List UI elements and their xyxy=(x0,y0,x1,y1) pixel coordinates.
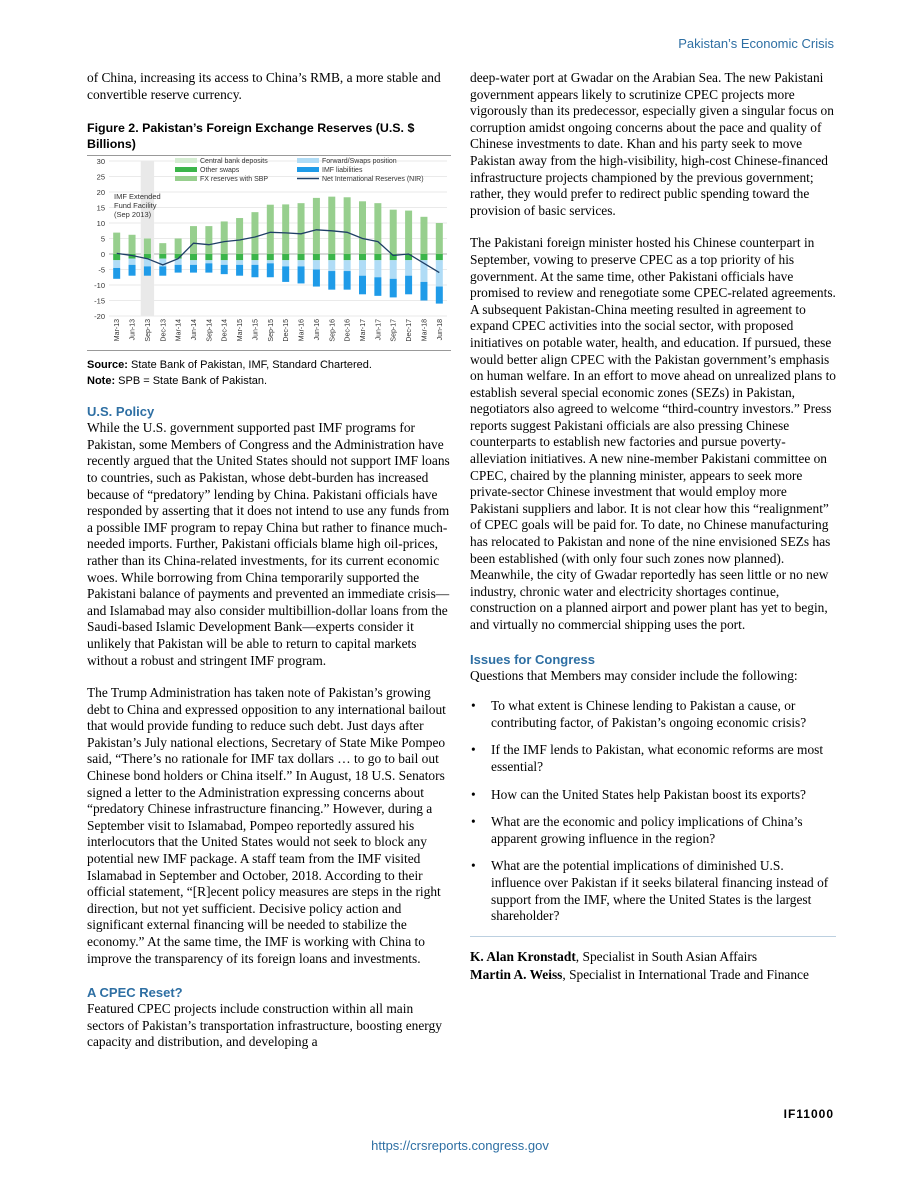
right-paragraph-1: deep-water port at Gwadar on the Arabian Sea. The new Pakistani government appears likely to scrutinize CPEC projects more vigorously than its predecessor, especially given a singular focus on corruption amidst ongoing concerns about the pace and quality of Chinese investments to date. Khan and his party seek to move Pakistan away from the high-visibility, high-cost Chinese-financed infrastructure projects championed by the previous government; rather, they would prefer to redirect public spending toward the provision of basic services. xyxy=(470,70,834,218)
bar-forward-swaps-position xyxy=(282,260,289,266)
source-text: State Bank of Pakistan, IMF, Standard Chartered. xyxy=(131,359,372,372)
bar-forward-swaps-position xyxy=(313,260,320,269)
note-text: SPB = State Bank of Pakistan. xyxy=(118,375,268,388)
x-tick-label: Sep-17 xyxy=(390,319,398,342)
figure-title: Figure 2. Pakistan’s Foreign Exchange Reserves (U.S. $ Billions) xyxy=(87,121,415,151)
bar-fx-reserves-with-sbp xyxy=(190,226,197,254)
bar-other-swaps xyxy=(267,254,274,260)
bar-fx-reserves-with-sbp xyxy=(205,226,212,254)
bar-imf-liabilities xyxy=(344,271,351,290)
bar-fx-reserves-with-sbp xyxy=(420,217,427,254)
bar-imf-liabilities xyxy=(420,282,427,301)
bar-imf-liabilities xyxy=(159,267,166,276)
issues-heading: Issues for Congress xyxy=(470,651,595,667)
question-item: • If the IMF lends to Pakistan, what economic reforms are most essential? xyxy=(470,742,836,775)
us-policy-paragraph-2: The Trump Administration has taken note of Pakistan’s growing debt to China and expressed opposition to any international bailout that would provide funding to reduce such debt. Just days after Pakistan’s July national elections, Secretary of State Mike Pompeo said, “There’s no rationale for IMF tax dollars … to go to bail out Chinese bond holders or China itself.” In August, 18 U.S. Senators signed a letter to the Administration expressing concerns about “predatory Chinese infrastructure financing.” However, during a September visit to Islamabad, Pompeo reportedly assured his interlocutors that the United States would not seek to block any potential new IMF package. A staff team from the IMF visited Islamabad in September and October, 2018. According to their official statement, “[R]ecent policy measures are steps in the right direction, but not yet sufficient. Decisive policy action and significant external financing will be needed to stabilize the economy.” At the same time, the IMF is working with China to improve the transparency of its foreign loans and investments. xyxy=(87,685,446,966)
bar-forward-swaps-position xyxy=(374,260,381,277)
question-item: • What are the potential implications of diminished U.S. influence over Pakistan if it seeks bilateral financing instead of support from the IMF, where the United States is the largest shareholder? xyxy=(470,858,836,924)
bar-forward-swaps-position xyxy=(267,260,274,263)
bar-forward-swaps-position xyxy=(236,260,243,265)
x-tick-label: Jun-17 xyxy=(375,319,383,341)
y-tick-label: -10 xyxy=(94,281,105,291)
bar-fx-reserves-with-sbp xyxy=(390,210,397,254)
author-2-name: Martin A. Weiss xyxy=(470,967,563,983)
legend-swatch xyxy=(175,167,197,172)
legend-swatch xyxy=(175,176,197,181)
bar-other-swaps xyxy=(205,254,212,260)
bar-imf-liabilities xyxy=(205,263,212,272)
bar-forward-swaps-position xyxy=(436,260,443,286)
y-tick-label: 0 xyxy=(100,250,105,260)
author-1 xyxy=(470,949,836,966)
bar-fx-reserves-with-sbp xyxy=(159,243,166,254)
x-tick-label: Mar-17 xyxy=(360,319,367,342)
reserves-chart-svg xyxy=(87,156,451,352)
author-1-name: K. Alan Kronstadt xyxy=(470,948,576,964)
bar-other-swaps xyxy=(221,254,228,260)
question-item: • What are the economic and policy implications of China’s apparent growing influence in the region? xyxy=(470,814,836,847)
bar-other-swaps xyxy=(251,254,258,260)
bar-forward-swaps-position xyxy=(129,259,136,265)
bar-fx-reserves-with-sbp xyxy=(251,212,258,254)
bar-fx-reserves-with-sbp xyxy=(328,197,335,254)
legend-swatch xyxy=(297,167,319,172)
bar-forward-swaps-position xyxy=(190,260,197,265)
bar-fx-reserves-with-sbp xyxy=(359,201,366,254)
x-tick-label: Mar-13 xyxy=(114,319,122,342)
bar-fx-reserves-with-sbp xyxy=(313,198,320,254)
bar-fx-reserves-with-sbp xyxy=(405,211,412,254)
x-tick-label: Jun-13 xyxy=(129,319,137,341)
y-tick-label: 5 xyxy=(100,234,105,244)
footer-url[interactable]: https://crsreports.congress.gov xyxy=(371,1138,549,1153)
bar-forward-swaps-position xyxy=(205,260,212,263)
bar-fx-reserves-with-sbp xyxy=(374,203,381,254)
bar-imf-liabilities xyxy=(113,268,120,279)
bar-fx-reserves-with-sbp xyxy=(236,218,243,254)
imf-annotation: IMF Extended Fund Facility (Sep 2013) xyxy=(114,192,161,220)
bar-other-swaps xyxy=(359,254,366,260)
legend-label: FX reserves with SBP xyxy=(200,176,269,184)
x-tick-label: Dec-13 xyxy=(160,319,168,342)
bar-forward-swaps-position xyxy=(359,260,366,276)
authors-block xyxy=(470,936,836,984)
bar-imf-liabilities xyxy=(175,265,182,273)
bar-imf-liabilities xyxy=(267,263,274,277)
x-tick-label: Jun-16 xyxy=(313,319,321,341)
x-tick-label: Sep-14 xyxy=(206,319,214,342)
bar-other-swaps xyxy=(236,254,243,260)
bar-fx-reserves-with-sbp xyxy=(129,235,136,254)
bar-imf-liabilities xyxy=(129,265,136,276)
legend-label: Central bank deposits xyxy=(200,158,268,166)
bar-other-swaps xyxy=(298,254,305,260)
bar-imf-liabilities xyxy=(313,270,320,287)
legend-swatch xyxy=(175,158,197,163)
x-tick-label: Jun-15 xyxy=(252,319,260,341)
bar-imf-liabilities xyxy=(221,265,228,274)
x-tick-label: Dec-17 xyxy=(406,319,414,342)
author-1-title: , Specialist in South Asian Affairs xyxy=(575,948,758,964)
us-policy-paragraph-1: While the U.S. government supported past IMF programs for Pakistan, some Members of Congress and the Administration have recently argued that the United States should not support IMF loans to countries, such as Pakistan, whose debt-burden has increased because of “predatory” lending by China. Pakistani officials have responded by asserting that it does not intend to use any funds from a possible IMF program to repay China but rather to finance much-needed imports. Further, Pakistani officials blame high oil-prices, rather than its China-related investments, for its current economic woes. While borrowing from China temporarily supported the Pakistani balance of payments and prevented an immediate crisis—and Islamabad may also consider multibillion-dollar loans from the Saudi-based Islamic Development Bank—experts consider it unlikely that Pakistan will be able to return to capital markets without a robust and stringent IMF program. xyxy=(87,420,450,668)
bar-other-swaps xyxy=(282,254,289,260)
legend-label: Forward/Swaps position xyxy=(322,158,397,166)
bar-fx-reserves-with-sbp xyxy=(221,222,228,255)
x-tick-label: Mar-18 xyxy=(421,319,429,342)
x-tick-label: Dec-14 xyxy=(221,319,229,342)
bar-forward-swaps-position xyxy=(221,260,228,265)
bar-other-swaps xyxy=(313,254,320,260)
bar-forward-swaps-position xyxy=(390,260,397,279)
x-tick-label: Dec-15 xyxy=(283,319,291,342)
y-tick-label: 30 xyxy=(96,157,105,167)
y-tick-label: -15 xyxy=(94,296,105,306)
bar-imf-liabilities xyxy=(359,276,366,295)
bar-imf-liabilities xyxy=(390,279,397,298)
bar-imf-liabilities xyxy=(405,276,412,295)
cpec-paragraph-1: Featured CPEC projects include construction within all main sectors of Pakistan’s transportation infrastructure, boosting energy capacity and distribution, and developing a xyxy=(87,1001,442,1050)
bar-imf-liabilities xyxy=(282,267,289,283)
y-tick-label: 10 xyxy=(96,219,105,229)
bar-imf-liabilities xyxy=(374,277,381,296)
bar-forward-swaps-position xyxy=(344,260,351,271)
bar-other-swaps xyxy=(344,254,351,260)
legend-label: IMF liabilities xyxy=(322,167,363,175)
right-column xyxy=(470,70,836,986)
legend-label: Other swaps xyxy=(200,167,240,175)
issues-intro: Questions that Members may consider include the following: xyxy=(470,667,798,683)
bar-forward-swaps-position xyxy=(113,260,120,268)
bar-forward-swaps-position xyxy=(251,260,258,265)
x-tick-label: Mar-15 xyxy=(237,319,245,342)
bar-other-swaps xyxy=(159,254,166,259)
x-tick-label: Sep-13 xyxy=(144,319,152,342)
intro-paragraph: of China, increasing its access to China’s RMB, a more stable and convertible reserve currency. xyxy=(87,70,441,102)
questions-list xyxy=(470,698,836,925)
bar-imf-liabilities xyxy=(144,267,151,276)
bar-other-swaps xyxy=(328,254,335,260)
figure-source xyxy=(87,357,451,389)
bar-other-swaps xyxy=(190,254,197,260)
x-tick-label: Mar-14 xyxy=(175,319,183,342)
bar-forward-swaps-position xyxy=(328,260,335,271)
x-tick-label: Jun-18 xyxy=(436,319,444,341)
y-tick-label: -5 xyxy=(98,265,105,275)
bar-imf-liabilities xyxy=(251,265,258,277)
legend-label: Net International Reserves (NIR) xyxy=(322,176,424,184)
bar-imf-liabilities xyxy=(298,267,305,284)
left-column xyxy=(87,70,451,1067)
document-id: IF11000 xyxy=(783,1107,834,1121)
bar-fx-reserves-with-sbp xyxy=(267,205,274,254)
x-tick-label: Mar-16 xyxy=(298,319,306,342)
note-label: Note: xyxy=(87,375,116,388)
bar-imf-liabilities xyxy=(436,287,443,304)
x-tick-label: Dec-16 xyxy=(344,319,352,342)
author-2 xyxy=(470,967,836,984)
bar-fx-reserves-with-sbp xyxy=(282,205,289,255)
bar-other-swaps xyxy=(374,254,381,260)
bar-imf-liabilities xyxy=(328,271,335,290)
source-label: Source: xyxy=(87,359,128,372)
us-policy-heading: U.S. Policy xyxy=(87,404,155,420)
x-tick-label: Sep-15 xyxy=(267,319,275,342)
author-2-title: , Specialist in International Trade and Finance xyxy=(562,967,809,983)
cpec-heading: A CPEC Reset? xyxy=(87,985,183,1001)
question-item: • How can the United States help Pakistan boost its exports? xyxy=(470,787,836,804)
legend-swatch xyxy=(297,158,319,163)
y-tick-label: 15 xyxy=(96,203,105,213)
reserves-chart xyxy=(87,155,451,351)
bar-imf-liabilities xyxy=(190,265,197,273)
bar-forward-swaps-position xyxy=(405,260,412,276)
bar-forward-swaps-position xyxy=(298,260,305,266)
right-paragraph-2: The Pakistani foreign minister hosted his Chinese counterpart in September, vowing to preserve CPEC as a top priority of his government. At the same time, other Pakistani officials have promised to review and renegotiate some CPEC-related agreements. A subsequent Pakistan-China meeting resulted in agreement to expand CPEC activities into the social sector, with proposed initiatives on potable water, health, and education. If pursued, these would better align CPEC with the Pakistan government’s emphasis on human welfare. In an effort to move ahead on unrealized plans to establish several special economic zones (SEZs) in Pakistan, negotiators also agreed to welcome “third-country investors.” Press reports suggest Pakistani officials are also pressing Chinese counterparts to establish new factories and pursue poverty-alleviation initiatives. A new nine-member Pakistani committee on CPEC, chaired by the planning minister, appears to seek more private-sector Chinese investment that would employ more Pakistani suppliers and labor. It is not clear how this “realignment” of CPEC goals will be paid for. To date, no Chinese manufacturing has relocated to Pakistan and none of the nine envisioned SEZs has been established (with only four such zones now planned). Meanwhile, the city of Gwadar reportedly has seen little or no new industry, chronic water and electricity shortages continue, construction on a planned airport and power plant has yet to begin, and virtually no commercial shipping uses the port. xyxy=(470,235,836,632)
running-header: Pakistan’s Economic Crisis xyxy=(678,36,834,51)
x-tick-label: Jun-14 xyxy=(191,319,198,341)
bar-fx-reserves-with-sbp xyxy=(344,197,351,254)
question-item: • To what extent is Chinese lending to Pakistan a cause, or contributing factor, of Pakistan’s ongoing economic crisis? xyxy=(470,698,836,731)
bar-other-swaps xyxy=(113,254,120,260)
bar-fx-reserves-with-sbp xyxy=(144,239,151,255)
y-tick-label: 20 xyxy=(96,188,105,198)
y-tick-label: 25 xyxy=(96,172,105,182)
y-tick-label: -20 xyxy=(94,312,105,322)
bar-other-swaps xyxy=(436,254,443,260)
bar-fx-reserves-with-sbp xyxy=(298,203,305,254)
x-tick-label: Sep-16 xyxy=(329,319,337,342)
bar-imf-liabilities xyxy=(236,265,243,276)
bar-fx-reserves-with-sbp xyxy=(113,233,120,254)
bar-other-swaps xyxy=(420,254,427,260)
bar-fx-reserves-with-sbp xyxy=(175,239,182,255)
bar-fx-reserves-with-sbp xyxy=(436,223,443,254)
